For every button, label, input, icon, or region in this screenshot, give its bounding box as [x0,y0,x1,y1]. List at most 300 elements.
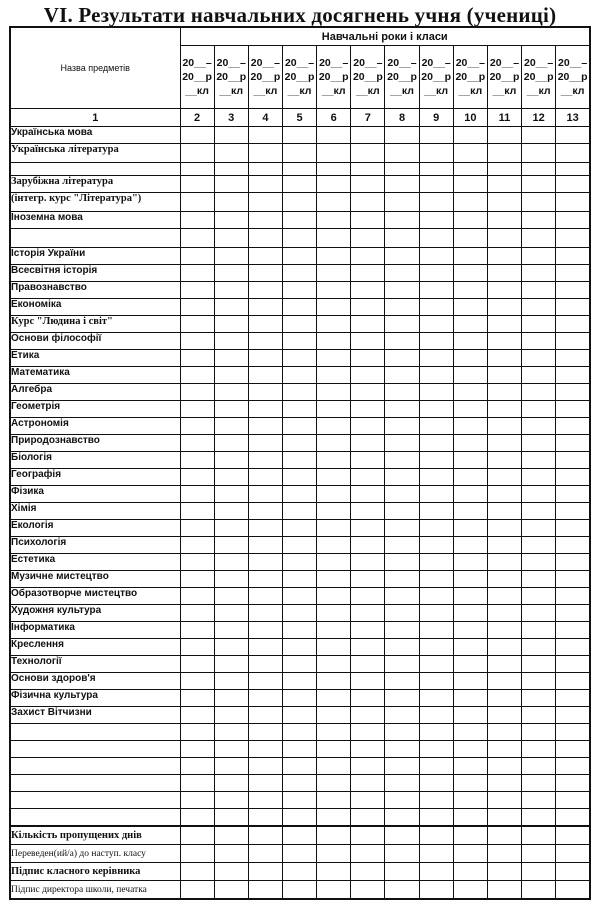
grade-cell[interactable] [180,792,214,809]
grade-cell[interactable] [282,418,316,435]
grade-cell[interactable] [180,350,214,367]
grade-cell[interactable] [522,299,556,316]
year-class-cell[interactable] [282,46,316,109]
grade-cell[interactable] [317,826,351,845]
grade-cell[interactable] [556,792,590,809]
grade-cell[interactable] [385,520,419,537]
grade-cell[interactable] [487,845,521,863]
grade-cell[interactable] [248,435,282,452]
grade-cell[interactable] [180,537,214,554]
grade-cell[interactable] [214,333,248,350]
year-class-cell[interactable] [385,46,419,109]
grade-cell[interactable] [317,248,351,265]
grade-cell[interactable] [522,826,556,845]
grade-cell[interactable] [487,809,521,827]
grade-cell[interactable] [453,248,487,265]
grade-cell[interactable] [317,176,351,193]
grade-cell[interactable] [556,435,590,452]
grade-cell[interactable] [419,435,453,452]
grade-cell[interactable] [522,775,556,792]
grade-cell[interactable] [351,486,385,503]
grade-cell[interactable] [453,881,487,900]
grade-cell[interactable] [351,144,385,163]
grade-cell[interactable] [351,809,385,827]
grade-cell[interactable] [282,537,316,554]
grade-cell[interactable] [453,656,487,673]
grade-cell[interactable] [487,758,521,775]
grade-cell[interactable] [214,282,248,299]
grade-cell[interactable] [180,741,214,758]
grade-cell[interactable] [556,163,590,176]
grade-cell[interactable] [214,435,248,452]
grade-cell[interactable] [351,571,385,588]
grade-cell[interactable] [522,469,556,486]
grade-cell[interactable] [419,537,453,554]
grade-cell[interactable] [214,418,248,435]
grade-cell[interactable] [180,503,214,520]
grade-cell[interactable] [419,193,453,212]
grade-cell[interactable] [351,792,385,809]
grade-cell[interactable] [180,144,214,163]
grade-cell[interactable] [282,333,316,350]
year-class-cell[interactable] [419,46,453,109]
grade-cell[interactable] [351,316,385,333]
grade-cell[interactable] [453,127,487,144]
grade-cell[interactable] [385,401,419,418]
grade-cell[interactable] [248,809,282,827]
grade-cell[interactable] [180,520,214,537]
grade-cell[interactable] [351,622,385,639]
grade-cell[interactable] [487,588,521,605]
grade-cell[interactable] [248,690,282,707]
grade-cell[interactable] [556,809,590,827]
grade-cell[interactable] [351,163,385,176]
grade-cell[interactable] [556,418,590,435]
grade-cell[interactable] [351,384,385,401]
grade-cell[interactable] [419,690,453,707]
grade-cell[interactable] [317,486,351,503]
grade-cell[interactable] [419,384,453,401]
grade-cell[interactable] [248,622,282,639]
grade-cell[interactable] [522,622,556,639]
grade-cell[interactable] [419,758,453,775]
grade-cell[interactable] [351,554,385,571]
grade-cell[interactable] [556,503,590,520]
grade-cell[interactable] [282,639,316,656]
grade-cell[interactable] [282,845,316,863]
grade-cell[interactable] [385,588,419,605]
grade-cell[interactable] [385,176,419,193]
grade-cell[interactable] [214,350,248,367]
grade-cell[interactable] [453,845,487,863]
grade-cell[interactable] [453,503,487,520]
grade-cell[interactable] [180,299,214,316]
grade-cell[interactable] [180,775,214,792]
grade-cell[interactable] [282,863,316,881]
grade-cell[interactable] [385,367,419,384]
grade-cell[interactable] [556,845,590,863]
grade-cell[interactable] [317,316,351,333]
grade-cell[interactable] [385,758,419,775]
grade-cell[interactable] [248,520,282,537]
grade-cell[interactable] [522,248,556,265]
grade-cell[interactable] [214,176,248,193]
grade-cell[interactable] [419,605,453,622]
grade-cell[interactable] [487,605,521,622]
year-class-cell[interactable] [556,46,590,109]
grade-cell[interactable] [522,571,556,588]
grade-cell[interactable] [282,401,316,418]
grade-cell[interactable] [487,265,521,282]
grade-cell[interactable] [556,401,590,418]
grade-cell[interactable] [556,656,590,673]
grade-cell[interactable] [317,588,351,605]
grade-cell[interactable] [453,707,487,724]
grade-cell[interactable] [317,656,351,673]
grade-cell[interactable] [282,775,316,792]
grade-cell[interactable] [214,229,248,248]
grade-cell[interactable] [282,554,316,571]
grade-cell[interactable] [351,656,385,673]
grade-cell[interactable] [351,588,385,605]
grade-cell[interactable] [180,127,214,144]
grade-cell[interactable] [419,622,453,639]
grade-cell[interactable] [317,520,351,537]
grade-cell[interactable] [556,333,590,350]
grade-cell[interactable] [453,520,487,537]
grade-cell[interactable] [214,809,248,827]
grade-cell[interactable] [351,537,385,554]
grade-cell[interactable] [351,248,385,265]
grade-cell[interactable] [522,554,556,571]
grade-cell[interactable] [385,503,419,520]
grade-cell[interactable] [248,724,282,741]
grade-cell[interactable] [453,537,487,554]
grade-cell[interactable] [214,193,248,212]
grade-cell[interactable] [248,758,282,775]
grade-cell[interactable] [453,792,487,809]
grade-cell[interactable] [487,707,521,724]
grade-cell[interactable] [453,809,487,827]
grade-cell[interactable] [282,350,316,367]
grade-cell[interactable] [214,248,248,265]
grade-cell[interactable] [419,707,453,724]
grade-cell[interactable] [282,724,316,741]
grade-cell[interactable] [248,418,282,435]
grade-cell[interactable] [248,792,282,809]
year-class-cell[interactable] [522,46,556,109]
grade-cell[interactable] [214,401,248,418]
grade-cell[interactable] [351,673,385,690]
grade-cell[interactable] [385,554,419,571]
grade-cell[interactable] [282,881,316,900]
grade-cell[interactable] [282,299,316,316]
grade-cell[interactable] [248,367,282,384]
grade-cell[interactable] [556,299,590,316]
grade-cell[interactable] [351,282,385,299]
grade-cell[interactable] [180,605,214,622]
grade-cell[interactable] [214,503,248,520]
grade-cell[interactable] [556,350,590,367]
grade-cell[interactable] [522,193,556,212]
grade-cell[interactable] [453,588,487,605]
grade-cell[interactable] [317,503,351,520]
grade-cell[interactable] [487,554,521,571]
grade-cell[interactable] [522,333,556,350]
grade-cell[interactable] [385,469,419,486]
grade-cell[interactable] [351,265,385,282]
grade-cell[interactable] [487,282,521,299]
grade-cell[interactable] [453,452,487,469]
grade-cell[interactable] [419,673,453,690]
grade-cell[interactable] [556,316,590,333]
grade-cell[interactable] [487,212,521,229]
grade-cell[interactable] [351,826,385,845]
grade-cell[interactable] [522,845,556,863]
grade-cell[interactable] [556,741,590,758]
grade-cell[interactable] [317,367,351,384]
grade-cell[interactable] [180,707,214,724]
grade-cell[interactable] [282,367,316,384]
grade-cell[interactable] [556,622,590,639]
grade-cell[interactable] [248,299,282,316]
grade-cell[interactable] [453,758,487,775]
grade-cell[interactable] [556,384,590,401]
grade-cell[interactable] [317,469,351,486]
grade-cell[interactable] [522,127,556,144]
grade-cell[interactable] [487,367,521,384]
grade-cell[interactable] [419,163,453,176]
grade-cell[interactable] [214,622,248,639]
grade-cell[interactable] [248,212,282,229]
grade-cell[interactable] [214,265,248,282]
grade-cell[interactable] [487,163,521,176]
grade-cell[interactable] [282,656,316,673]
grade-cell[interactable] [282,792,316,809]
grade-cell[interactable] [248,248,282,265]
grade-cell[interactable] [385,435,419,452]
grade-cell[interactable] [556,248,590,265]
grade-cell[interactable] [317,845,351,863]
grade-cell[interactable] [214,163,248,176]
grade-cell[interactable] [214,656,248,673]
grade-cell[interactable] [487,724,521,741]
grade-cell[interactable] [556,673,590,690]
grade-cell[interactable] [453,144,487,163]
grade-cell[interactable] [180,469,214,486]
grade-cell[interactable] [248,486,282,503]
grade-cell[interactable] [522,486,556,503]
grade-cell[interactable] [214,316,248,333]
grade-cell[interactable] [487,384,521,401]
grade-cell[interactable] [487,826,521,845]
grade-cell[interactable] [214,881,248,900]
grade-cell[interactable] [317,881,351,900]
grade-cell[interactable] [214,537,248,554]
grade-cell[interactable] [282,503,316,520]
grade-cell[interactable] [487,775,521,792]
grade-cell[interactable] [453,605,487,622]
grade-cell[interactable] [180,758,214,775]
grade-cell[interactable] [556,469,590,486]
grade-cell[interactable] [556,775,590,792]
grade-cell[interactable] [419,554,453,571]
grade-cell[interactable] [556,486,590,503]
grade-cell[interactable] [317,144,351,163]
grade-cell[interactable] [453,212,487,229]
grade-cell[interactable] [248,775,282,792]
grade-cell[interactable] [419,656,453,673]
grade-cell[interactable] [317,299,351,316]
grade-cell[interactable] [317,127,351,144]
grade-cell[interactable] [556,520,590,537]
grade-cell[interactable] [214,127,248,144]
grade-cell[interactable] [214,758,248,775]
grade-cell[interactable] [180,656,214,673]
grade-cell[interactable] [351,229,385,248]
grade-cell[interactable] [351,605,385,622]
grade-cell[interactable] [351,741,385,758]
grade-cell[interactable] [282,758,316,775]
grade-cell[interactable] [180,724,214,741]
grade-cell[interactable] [522,265,556,282]
grade-cell[interactable] [522,503,556,520]
grade-cell[interactable] [351,469,385,486]
grade-cell[interactable] [214,144,248,163]
grade-cell[interactable] [317,333,351,350]
grade-cell[interactable] [556,554,590,571]
grade-cell[interactable] [248,163,282,176]
grade-cell[interactable] [419,881,453,900]
grade-cell[interactable] [419,809,453,827]
grade-cell[interactable] [419,792,453,809]
grade-cell[interactable] [180,571,214,588]
grade-cell[interactable] [385,193,419,212]
grade-cell[interactable] [419,212,453,229]
grade-cell[interactable] [487,144,521,163]
grade-cell[interactable] [282,282,316,299]
grade-cell[interactable] [248,863,282,881]
grade-cell[interactable] [522,863,556,881]
grade-cell[interactable] [214,863,248,881]
grade-cell[interactable] [487,863,521,881]
grade-cell[interactable] [282,127,316,144]
grade-cell[interactable] [214,554,248,571]
grade-cell[interactable] [453,229,487,248]
grade-cell[interactable] [385,571,419,588]
grade-cell[interactable] [419,588,453,605]
grade-cell[interactable] [282,588,316,605]
grade-cell[interactable] [419,775,453,792]
grade-cell[interactable] [317,282,351,299]
grade-cell[interactable] [317,775,351,792]
grade-cell[interactable] [180,193,214,212]
grade-cell[interactable] [419,316,453,333]
grade-cell[interactable] [419,333,453,350]
grade-cell[interactable] [180,401,214,418]
grade-cell[interactable] [248,469,282,486]
grade-cell[interactable] [453,673,487,690]
grade-cell[interactable] [180,435,214,452]
grade-cell[interactable] [214,212,248,229]
grade-cell[interactable] [180,212,214,229]
grade-cell[interactable] [419,401,453,418]
grade-cell[interactable] [419,486,453,503]
grade-cell[interactable] [522,212,556,229]
grade-cell[interactable] [453,724,487,741]
grade-cell[interactable] [487,881,521,900]
grade-cell[interactable] [453,316,487,333]
grade-cell[interactable] [419,469,453,486]
grade-cell[interactable] [453,299,487,316]
grade-cell[interactable] [351,845,385,863]
grade-cell[interactable] [453,690,487,707]
grade-cell[interactable] [351,350,385,367]
grade-cell[interactable] [385,845,419,863]
grade-cell[interactable] [248,845,282,863]
year-class-cell[interactable] [180,46,214,109]
grade-cell[interactable] [453,863,487,881]
grade-cell[interactable] [317,758,351,775]
grade-cell[interactable] [351,452,385,469]
grade-cell[interactable] [487,418,521,435]
grade-cell[interactable] [248,537,282,554]
grade-cell[interactable] [487,333,521,350]
grade-cell[interactable] [419,724,453,741]
grade-cell[interactable] [282,741,316,758]
grade-cell[interactable] [248,176,282,193]
grade-cell[interactable] [487,469,521,486]
grade-cell[interactable] [385,690,419,707]
grade-cell[interactable] [282,690,316,707]
grade-cell[interactable] [317,639,351,656]
grade-cell[interactable] [180,809,214,827]
grade-cell[interactable] [453,554,487,571]
grade-cell[interactable] [453,741,487,758]
grade-cell[interactable] [556,144,590,163]
grade-cell[interactable] [522,282,556,299]
grade-cell[interactable] [522,163,556,176]
grade-cell[interactable] [248,127,282,144]
grade-cell[interactable] [487,176,521,193]
grade-cell[interactable] [522,367,556,384]
grade-cell[interactable] [556,881,590,900]
year-class-cell[interactable] [214,46,248,109]
grade-cell[interactable] [351,758,385,775]
grade-cell[interactable] [282,673,316,690]
grade-cell[interactable] [282,193,316,212]
grade-cell[interactable] [351,299,385,316]
grade-cell[interactable] [317,863,351,881]
grade-cell[interactable] [317,418,351,435]
grade-cell[interactable] [385,333,419,350]
grade-cell[interactable] [487,435,521,452]
grade-cell[interactable] [180,333,214,350]
grade-cell[interactable] [522,452,556,469]
grade-cell[interactable] [487,571,521,588]
grade-cell[interactable] [419,452,453,469]
grade-cell[interactable] [522,520,556,537]
grade-cell[interactable] [214,367,248,384]
grade-cell[interactable] [453,193,487,212]
grade-cell[interactable] [556,571,590,588]
grade-cell[interactable] [214,520,248,537]
grade-cell[interactable] [522,707,556,724]
grade-cell[interactable] [282,452,316,469]
grade-cell[interactable] [385,881,419,900]
grade-cell[interactable] [419,299,453,316]
grade-cell[interactable] [419,350,453,367]
